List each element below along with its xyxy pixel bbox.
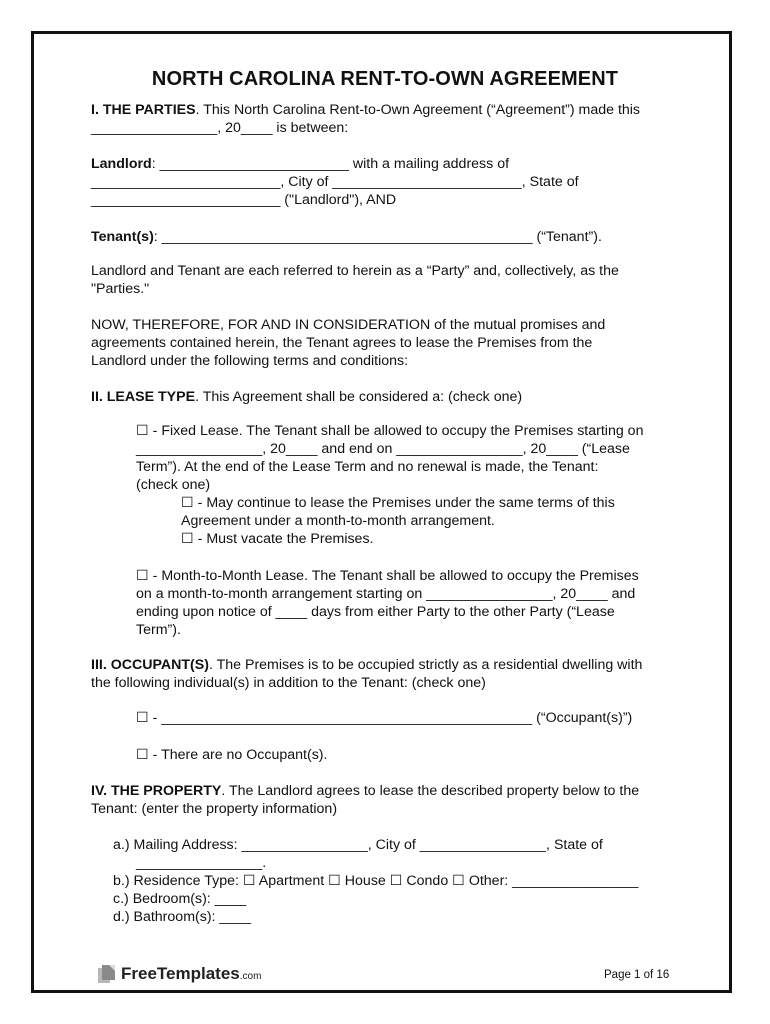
document-stack-icon — [98, 965, 115, 983]
occupant-names-checkbox-line[interactable]: ☐ - _______________________________________________ (“Occupant(s)”) — [136, 710, 633, 726]
landlord-line-1: Landlord: ________________________ with a mailing address of — [91, 156, 510, 172]
lease-type-heading: II. LEASE TYPE — [91, 389, 196, 405]
tenant-label: Tenant(s) — [91, 229, 154, 245]
monthly-lease-line-4: Term”). — [136, 622, 181, 638]
vacate-checkbox-line[interactable]: ☐ - Must vacate the Premises. — [181, 531, 374, 547]
occupants-line-1: III. OCCUPANT(S). The Premises is to be occupied strictly as a residential dwelling with — [91, 657, 643, 673]
party-def-line-2: "Parties." — [91, 281, 150, 297]
occupants-heading: III. OCCUPANT(S) — [91, 657, 209, 673]
property-heading: IV. THE PROPERTY — [91, 783, 222, 799]
consideration-line-1: NOW, THEREFORE, FOR AND IN CONSIDERATION of the mutual promises and — [91, 317, 606, 333]
landlord-line-3: ________________________ ("Landlord"), AND — [91, 192, 397, 208]
bedrooms-field[interactable]: c.) Bedroom(s): ____ — [113, 891, 247, 907]
logo-text: FreeTemplates — [121, 964, 240, 983]
parties-heading: I. THE PARTIES — [91, 102, 196, 118]
property-line-1: IV. THE PROPERTY. The Landlord agrees to lease the described property below to the — [91, 783, 640, 799]
lease-type-line: II. LEASE TYPE. This Agreement shall be considered a: (check one) — [91, 389, 523, 405]
monthly-lease-checkbox-line[interactable]: ☐ - Month-to-Month Lease. The Tenant shall be allowed to occupy the Premises — [136, 568, 639, 584]
no-occupants-checkbox-line[interactable]: ☐ - There are no Occupant(s). — [136, 747, 328, 763]
monthly-lease-line-3: ending upon notice of ____ days from either Party to the other Party (“Lease — [136, 604, 615, 620]
fixed-lease-checkbox-line[interactable]: ☐ - Fixed Lease. The Tenant shall be allowed to occupy the Premises starting on — [136, 423, 644, 439]
monthly-lease-line-2: on a month-to-month arrangement starting on ________________, 20____ and — [136, 586, 636, 602]
logo-suffix: .com — [239, 971, 262, 982]
continue-lease-line-2: Agreement under a month-to-month arrangement. — [181, 513, 495, 529]
landlord-line-2: ________________________, City of ________________________, State of — [91, 174, 579, 190]
landlord-label: Landlord — [91, 156, 152, 172]
document-title: NORTH CAROLINA RENT-TO-OWN AGREEMENT — [151, 68, 619, 90]
residence-type-field[interactable]: b.) Residence Type: ☐ Apartment ☐ House ☐ Condo ☐ Other: ________________ — [113, 873, 639, 889]
fixed-lease-line-4: (check one) — [136, 477, 211, 493]
mailing-address-field[interactable]: a.) Mailing Address: ________________, City of ________________, State of — [113, 837, 603, 853]
fixed-lease-line-2: ________________, 20____ and end on ________________, 20____ (“Lease — [136, 441, 630, 457]
fixed-lease-line-3: Term”). At the end of the Lease Term and no renewal is made, the Tenant: — [136, 459, 599, 475]
property-line-2: Tenant: (enter the property information) — [91, 801, 338, 817]
continue-lease-checkbox-line[interactable]: ☐ - May continue to lease the Premises under the same terms of this — [181, 495, 615, 511]
consideration-line-2: agreements contained herein, the Tenant agrees to lease the Premises from the — [91, 335, 593, 351]
bathrooms-field[interactable]: d.) Bathroom(s): ____ — [113, 909, 251, 925]
mailing-address-state-field[interactable]: ________________. — [136, 855, 267, 871]
page-number: Page 1 of 16 — [604, 969, 670, 981]
parties-line-1: I. THE PARTIES. This North Carolina Rent-to-Own Agreement (“Agreement”) made this — [91, 102, 641, 118]
consideration-line-3: Landlord under the following terms and conditions: — [91, 353, 409, 369]
occupants-line-2: the following individual(s) in addition to the Tenant: (check one) — [91, 675, 486, 691]
parties-line-2: ________________, 20____ is between: — [91, 120, 349, 136]
tenant-line: Tenant(s): _______________________________________________ (“Tenant”). — [91, 229, 602, 245]
party-def-line-1: Landlord and Tenant are each referred to herein as a “Party” and, collectively, as the — [91, 263, 619, 279]
